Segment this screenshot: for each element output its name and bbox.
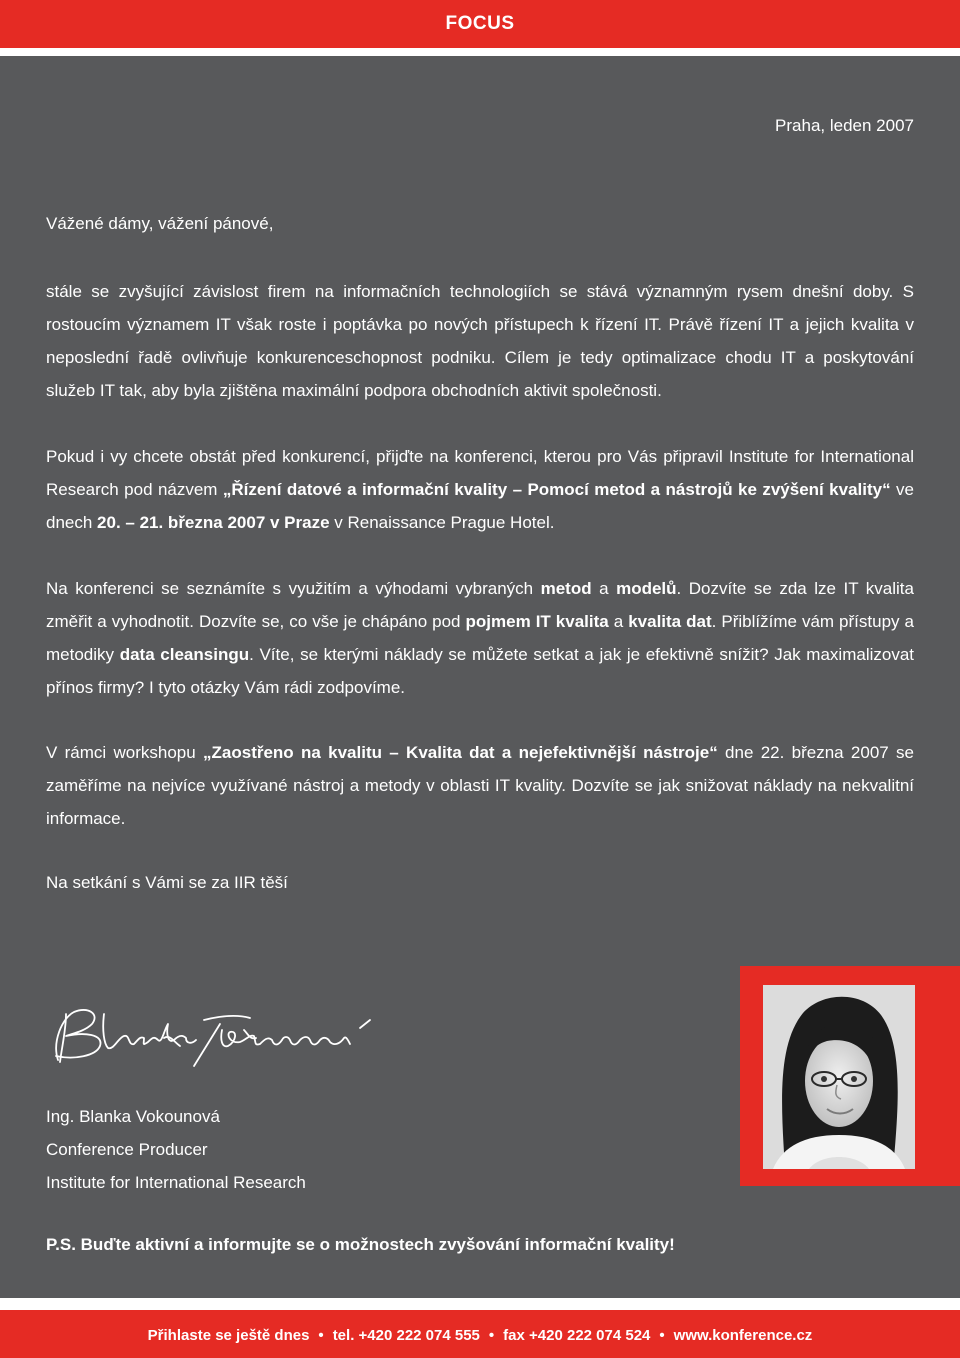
text-run: V rámci workshopu [46, 743, 204, 762]
text-run: a [608, 612, 629, 631]
keyword-data-cleansing: data cleansingu [119, 645, 250, 664]
salutation: Vážené dámy, vážení pánové, [46, 214, 274, 233]
paragraph-intro: stále se zvyšující závislost firem na informačních technologiích se stává významným rysem dnešní doby. S rostoucím významem IT však roste i poptávka po nových přístupech k řízení IT. Právě řízení IT a jejich kvalita v neposlední řadě ovlivňuje konkurenceschopnost podniku. Cílem je tedy optimalizace chodu IT a poskytování služeb IT tak, aby byla zjištěna maximální podpora obchodních aktivit společnosti. [46, 282, 914, 400]
fax-number: fax +420 222 074 524 [503, 1327, 651, 1344]
paragraph-topics [46, 572, 914, 704]
conference-title: „Řízení datové a informační kvality – Pomocí metod a nástrojů ke zvýšení kvality“ [222, 480, 891, 499]
keyword-data-quality: kvalita dat [628, 612, 712, 631]
text-run: dne 22. března 2007 se zaměříme na nejvíce využívané nástroj a metody v oblasti IT kvality. Dozvíte se jak snižovat náklady na nekvalitní informace. [46, 743, 914, 828]
signature-icon [44, 990, 384, 1080]
bullet-icon: • [488, 1327, 495, 1344]
letter-date: Praha, leden 2007 [775, 116, 914, 135]
paragraph-workshop [46, 736, 914, 835]
text-run: . Dozvíte se zda lze IT kvalita změřit a vyhodnotit. Dozvíte se, co vše je chápáno pod [46, 579, 914, 631]
keyword-models: modelů [616, 579, 677, 598]
phone-number: tel. +420 222 074 555 [332, 1327, 480, 1344]
portrait-icon [763, 985, 915, 1169]
portrait-photo [763, 985, 915, 1169]
postscript: P.S. Buďte aktivní a informujte se o možnostech zvyšování informační kvality! [46, 1235, 675, 1254]
text-run: Pokud i vy chcete obstát před konkurencí, přijďte na konferenci, kterou pro Vás připravil Institute for International Research pod názvem [46, 447, 914, 499]
closing-line: Na setkání s Vámi se za IIR těší [46, 873, 288, 892]
paragraph-invitation [46, 440, 914, 539]
conference-dates: 20. – 21. března 2007 v Praze [97, 513, 330, 532]
section-title: FOCUS [445, 13, 515, 34]
footer-contact [0, 1327, 960, 1344]
signer-block [46, 1100, 306, 1199]
text-run: v Renaissance Prague Hotel. [329, 513, 555, 532]
bullet-icon: • [659, 1327, 665, 1344]
text-run: a [591, 579, 617, 598]
signer-role: Conference Producer [46, 1140, 208, 1159]
website-link[interactable]: www.konference.cz [673, 1327, 813, 1344]
text-run: . Přiblížíme vám přístupy a metodiky [46, 612, 914, 664]
keyword-it-quality: pojmem IT kvalita [465, 612, 609, 631]
workshop-title: „Zaostřeno na kvalitu – Kvalita dat a nejefektivnější nástroje“ [203, 743, 718, 762]
signer-organization: Institute for International Research [46, 1173, 306, 1192]
signer-name: Ing. Blanka Vokounová [46, 1107, 220, 1126]
text-run: . Víte, se kterými náklady se můžete setkat a jak je efektivně snížit? Jak maximalizovat přínos firmy? I tyto otázky Vám rádi zodpovíme. [46, 645, 915, 697]
text-run: ve dnech [46, 480, 914, 532]
bullet-icon: • [318, 1327, 324, 1344]
text-run: Na konferenci se seznámíte s využitím a výhodami vybraných [46, 579, 541, 598]
register-call: Přihlaste se ještě dnes [147, 1327, 310, 1344]
keyword-methods: metod [540, 579, 592, 598]
